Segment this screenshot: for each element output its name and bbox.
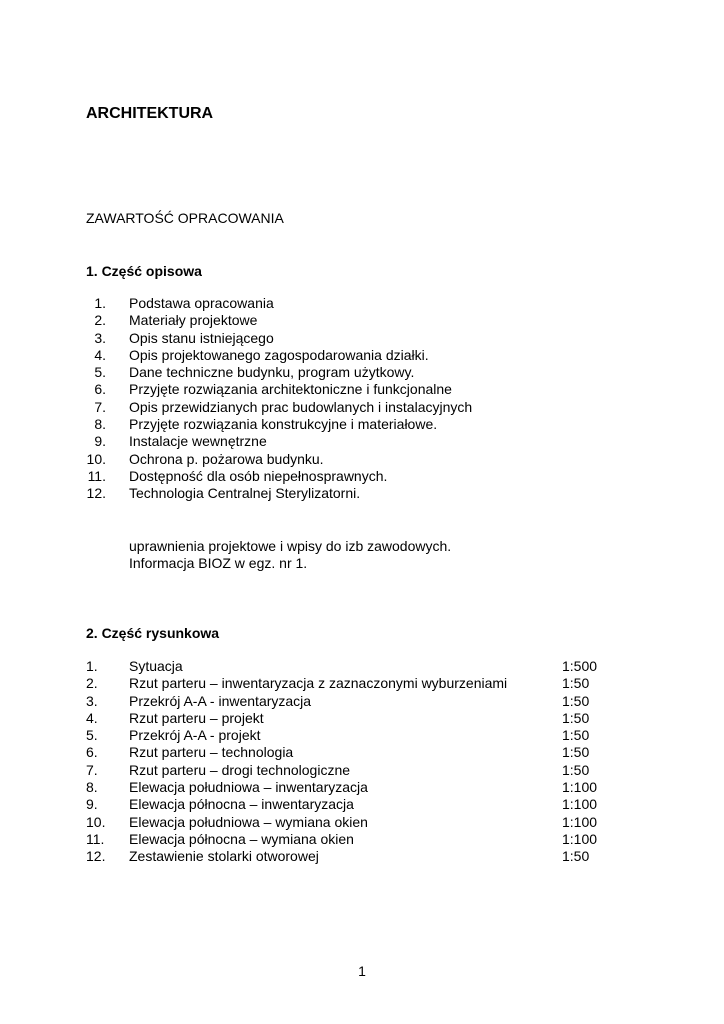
section-heading-descriptive: 1. Część opisowa xyxy=(86,263,202,279)
list-item xyxy=(86,330,646,347)
list-item xyxy=(86,658,646,675)
list-item xyxy=(86,451,646,468)
item-scale: 1:50 xyxy=(562,675,590,692)
item-text: Opis stanu istniejącego xyxy=(129,329,274,346)
item-scale: 1:50 xyxy=(562,727,590,744)
page-number: 1 xyxy=(358,963,366,979)
item-number: 11. xyxy=(87,467,106,484)
item-text: Przyjęte rozwiązania konstrukcyjne i materiałowe. xyxy=(129,416,438,433)
item-number: 12. xyxy=(86,485,106,502)
item-number: 4. xyxy=(94,346,106,363)
item-text: Rzut parteru – technologia xyxy=(129,744,294,761)
item-number: 4. xyxy=(86,709,98,726)
item-scale: 1:100 xyxy=(562,813,598,830)
item-number: 12. xyxy=(86,848,106,865)
item-scale: 1:50 xyxy=(562,744,590,761)
note-line: Informacja BIOZ w egz. nr 1. xyxy=(129,555,308,572)
item-text: Dostępność dla osób niepełnosprawnych. xyxy=(129,467,388,484)
list-item xyxy=(86,295,646,312)
item-text: Rzut parteru – drogi technologiczne xyxy=(129,761,351,778)
list-item xyxy=(86,381,646,398)
item-text: Technologia Centralnej Sterylizatorni. xyxy=(129,485,361,502)
descriptive-part-list xyxy=(86,295,646,503)
list-item xyxy=(86,312,646,329)
item-scale: 1:50 xyxy=(562,692,590,709)
item-number: 7. xyxy=(86,761,98,778)
item-number: 1. xyxy=(94,295,106,311)
item-number: 2. xyxy=(94,312,106,329)
item-text: Podstawa opracowania xyxy=(129,295,274,311)
item-number: 8. xyxy=(94,416,106,433)
item-text: Przekrój A-A - projekt xyxy=(129,727,261,744)
item-text: Elewacja południowa – wymiana okien xyxy=(129,813,368,830)
notes-block xyxy=(129,538,451,573)
item-number: 10. xyxy=(86,450,106,467)
document-title: ARCHITEKTURA xyxy=(86,105,214,122)
list-item xyxy=(86,347,646,364)
list-item xyxy=(86,831,646,848)
item-text: Opis projektowanego zagospodarowania działki. xyxy=(129,346,429,363)
item-scale: 1:100 xyxy=(562,830,598,847)
list-item xyxy=(86,814,646,831)
list-item xyxy=(86,693,646,710)
item-scale: 1:50 xyxy=(562,709,590,726)
item-number: 6. xyxy=(86,744,98,761)
list-item xyxy=(86,779,646,796)
note-line: uprawnienia projektowe i wpisy do izb zawodowych. xyxy=(129,538,452,554)
list-item xyxy=(86,675,646,692)
item-number: 1. xyxy=(86,658,98,674)
item-text: Dane techniczne budynku, program użytkowy. xyxy=(129,364,415,381)
item-text: Elewacja północna – wymiana okien xyxy=(129,830,354,847)
item-text: Sytuacja xyxy=(129,658,183,674)
item-number: 5. xyxy=(86,727,98,744)
item-scale: 1:50 xyxy=(562,848,590,865)
item-text: Przyjęte rozwiązania architektoniczne i funkcjonalne xyxy=(129,381,452,398)
item-number: 8. xyxy=(86,779,98,796)
item-number: 6. xyxy=(94,381,106,398)
item-text: Elewacja północna – inwentaryzacja xyxy=(129,796,354,813)
item-number: 3. xyxy=(94,329,106,346)
item-text: Ochrona p. pożarowa budynku. xyxy=(129,450,324,467)
item-number: 5. xyxy=(94,364,106,381)
item-text: Zestawienie stolarki otworowej xyxy=(129,848,319,865)
item-number: 9. xyxy=(94,433,106,450)
item-scale: 1:50 xyxy=(562,761,590,778)
item-text: Elewacja południowa – inwentaryzacja xyxy=(129,779,368,796)
item-text: Rzut parteru – inwentaryzacja z zaznaczonymi wyburzeniami xyxy=(129,675,508,692)
item-scale: 1:100 xyxy=(562,779,598,796)
item-text: Opis przewidzianych prac budowlanych i instalacyjnych xyxy=(129,398,473,415)
list-item xyxy=(86,848,646,865)
list-item xyxy=(86,744,646,761)
document-subtitle: ZAWARTOŚĆ OPRACOWANIA xyxy=(86,210,284,226)
list-item xyxy=(86,727,646,744)
drawings-list xyxy=(86,658,646,866)
item-scale: 1:500 xyxy=(562,658,598,674)
list-item xyxy=(86,364,646,381)
section-heading-drawings: 2. Część rysunkowa xyxy=(86,625,220,641)
list-item xyxy=(86,433,646,450)
item-number: 3. xyxy=(86,692,98,709)
item-text: Materiały projektowe xyxy=(129,312,258,329)
item-text: Rzut parteru – projekt xyxy=(129,709,264,726)
item-number: 11. xyxy=(86,830,105,847)
list-item xyxy=(86,468,646,485)
item-number: 2. xyxy=(86,675,98,692)
item-number: 7. xyxy=(94,398,106,415)
item-number: 10. xyxy=(86,813,106,830)
item-scale: 1:100 xyxy=(562,796,598,813)
item-text: Instalacje wewnętrzne xyxy=(129,433,267,450)
list-item xyxy=(86,416,646,433)
item-number: 9. xyxy=(86,796,98,813)
list-item xyxy=(86,710,646,727)
list-item xyxy=(86,796,646,813)
item-text: Przekrój A-A - inwentaryzacja xyxy=(129,692,312,709)
list-item xyxy=(86,485,646,502)
list-item xyxy=(86,762,646,779)
list-item xyxy=(86,399,646,416)
